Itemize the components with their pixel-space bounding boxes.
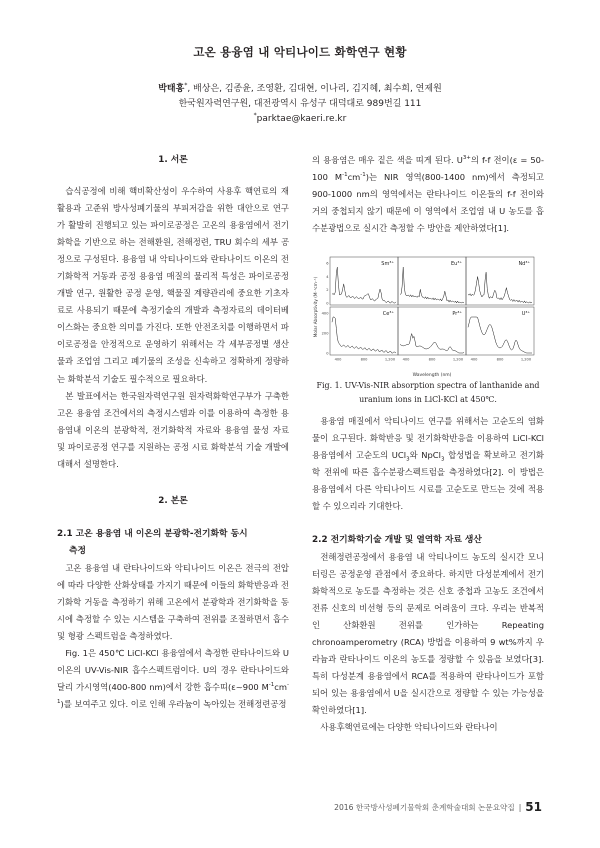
- y-tick-label: 4: [326, 275, 329, 280]
- subsection-2-1-paragraph-1: 고온 용융염 내 란타나이드와 악티나이드 이온은 전극의 전압에 따라 다양한 산화상태를 가지기 때문에 이들의 화학반응과 전기화학 거동을 측정하기 위해 고온에서 분광학과 전기화학을 동시에 측정할 수 있는 시스템을 구축하여 전위를 조절하면서 흡수 및 형광 스펙트럼을 측정하였다.: [57, 562, 289, 642]
- page-footer: [334, 800, 542, 814]
- absorption-spectra-figure: [312, 255, 544, 379]
- y-tick-label: 400: [321, 311, 329, 316]
- lead-author: 박태홍: [158, 84, 185, 94]
- caption-line-1: Fig. 1. UV-Vis-NIR absorption spectra of lanthanide and: [316, 381, 540, 391]
- text-run: )는 NIR 영역(800-1400 nm)에서 측정되고 900-1000 nm의 영역에서는 란타나이드 이온들의 f-f 전이와 거의 중첩되지 않기 때문에 이 영역에서 조업염 내 U 농도를 흡수분광법으로 실시간 측정할 수 방안을 제안하였다[1].: [312, 172, 544, 234]
- footer-separator: |: [518, 802, 522, 812]
- section-heading-body: 2. 본론: [158, 495, 188, 506]
- y-tick-label: 6: [326, 261, 329, 266]
- left-column: [57, 152, 289, 713]
- text-run: 합성법을 확보하고 전기화학 전위에 따른 흡수분광스펙트럼을 측정하였다[2]. 이 방법은 용융염에서 다른 악티나이드 시료를 고순도로 만드는 것에 적용할 수 있으리라 기대한다.: [312, 450, 544, 512]
- subsection-2-1-paragraph-2: [57, 645, 289, 713]
- subsection-2-2-paragraph-1: 전해정련공정에서 용융염 내 악티나이드 농도의 실시간 모니터링은 공정운영 관점에서 중요하다. 하지만 다성분계에서 전기화학적으로 농도를 측정하는 것은 신호 중첩과 고농도 조건에서 전류 신호의 비선형 등의 문제로 어려움이 크다. 우리는 반복적인 산화환원 전위를 인가하는 Repeating chronoamperometry (RCA) 방법을 이용하여 9 wt%까지 우라늄과 란타나이드 이온의 농도를 정량할 수 있음을 보였다[3]. 특히 다성분계 용융염에서 RCA를 적용하여 란타나이드가 포함되어 있는 용융염에서 U을 실시간으로 정량할 수 있는 가능성을 확인하였다[1].: [312, 551, 544, 715]
- figure-1-caption: [312, 379, 544, 406]
- y-tick-label: 200: [321, 331, 329, 336]
- superscript: -1: [360, 172, 366, 179]
- email: parktae@kaeri.re.kr: [256, 114, 347, 124]
- spectrum-trace: [400, 267, 464, 303]
- x-tick-label: 1,200: [520, 357, 532, 362]
- text-run: Fig. 1은 450℃ LiCl-KCl 용융염에서 측정한 란타나이드와 U이온의 UV-Vis-NIR 흡수스펙트럼이다. U의 경우 란타나이드와 달리 가시영역(400-800 nm)에서 강한 흡수띠(ε~900 M: [57, 648, 289, 693]
- x-axis-label: Wavelength (nm): [412, 373, 452, 379]
- spectrum-trace: [400, 334, 464, 354]
- x-tick-label: 800: [496, 357, 504, 362]
- text-run: 의 용융염은 매우 짙은 색을 띠게 된다. U: [312, 155, 463, 165]
- subscript: 3: [440, 456, 445, 463]
- paper-title: 고온 용융염 내 악티나이드 화학연구 현황: [193, 45, 407, 59]
- figure-1: [312, 255, 544, 379]
- y-tick-label: 0: [326, 351, 329, 356]
- spectrum-trace: [332, 267, 396, 303]
- panel-label: Eu³⁺: [451, 261, 462, 268]
- author-block: [0, 82, 600, 127]
- email-line: [0, 112, 600, 127]
- subscript: 3: [406, 456, 410, 463]
- page-number: 51: [525, 800, 542, 814]
- email-mark: *: [253, 112, 257, 119]
- superscript: -1: [57, 682, 289, 706]
- x-tick-label: 400: [470, 357, 478, 362]
- caption-line-2: uranium ions in LiCl-KCl at 450℃.: [359, 394, 497, 404]
- spectrum-trace: [468, 272, 532, 303]
- text-run: 와 NpCl: [409, 450, 441, 461]
- y-tick-label: 0: [326, 301, 329, 306]
- spectrum-trace: [332, 317, 396, 353]
- text-run: 용융염 매질에서 악티나이드 연구를 위해서는 고순도의 염화물이 요구된다. 화학반응 및 전기화학반응을 이용하여 LiCl-KCl 용융염에서 고순도의 UCl: [312, 416, 544, 461]
- panel-label: Ce³⁺: [382, 311, 394, 318]
- superscript: -1: [268, 682, 275, 689]
- continued-paragraph: [312, 152, 544, 237]
- x-tick-label: 1,200: [384, 357, 396, 362]
- text-run: cm: [274, 682, 287, 693]
- affiliation: 한국원자력연구원, 대전광역시 유성구 대덕대로 989번길 111: [178, 99, 422, 109]
- y-tick-label: 2: [326, 288, 329, 293]
- superscript: 3+: [462, 155, 471, 162]
- subsection-heading-2-2: 2.2 전기화학기술 개발 및 열역학 자료 생산: [312, 534, 482, 545]
- y-axis-label: Molar Absorptivity (M⁻¹cm⁻¹): [313, 276, 318, 338]
- x-tick-label: 800: [428, 357, 436, 362]
- superscript: -1: [342, 172, 348, 179]
- panel-label: Sm³⁺: [381, 261, 394, 268]
- x-tick-label: 400: [402, 357, 410, 362]
- intro-paragraph-2: 본 발표에서는 한국원자력연구원 원자력화학연구부가 구축한 고온 용융염 조건에서의 측정시스템과 이를 이용하여 측정한 용융염내 이온의 분광학적, 전기화학적 자료와 용융염 물성 자료 및 파이로공정 연구를 지원하는 공정 시료 화학분석 기술 개발에 대해서 설명한다.: [57, 390, 289, 469]
- panel-label: Pr³⁺: [452, 311, 462, 318]
- author-list: [0, 82, 600, 97]
- text-run: )를 보여주고 있다. 이로 인해 우라늄이 녹아있는 전해정련공정: [60, 699, 287, 710]
- spectrum-trace: [468, 317, 532, 353]
- x-tick-label: 800: [360, 357, 368, 362]
- section-heading-intro: 1. 서론: [158, 155, 188, 165]
- footer-proceedings: 2016 한국방사성폐기물학회 춘계학술대회 논문요약집: [334, 802, 515, 812]
- panel-label: U³⁺: [521, 311, 530, 318]
- subsection-2-2-paragraph-2: 사용후핵연료에는 다양한 악티나이드와 란타나이: [320, 722, 498, 733]
- x-tick-label: 1,200: [452, 357, 464, 362]
- text-run: cm: [347, 172, 361, 183]
- corresponding-mark: *: [184, 82, 188, 89]
- subsection-heading-2-1-line2: 측정: [69, 545, 86, 556]
- intro-paragraph-1: 습식공정에 비해 핵비확산성이 우수하여 사용후 핵연료의 재활용과 고준위 방사성폐기물의 부피저감을 위한 대안으로 연구가 활발히 진행되고 있는 파이로공정은 고온의 용융염에서 전기화학을 기반으로 하는 전해환원, 전해정련, TRU 회수의 세부 공정으로 구성된다. 용융염 내 악티나이드와 란타나이드 이온의 전기화학적 거동과 공정 용융염 매질의 물리적 특성은 파이로공정 개발 연구, 원활한 공정 운영, 핵물질 계량관리에 중요한 기초자료로 사용되기 때문에 측정기술의 개발과 측정자료의 데이터베이스화는 중요한 의미를 가진다. 또한 안전조치를 이행하면서 파이로공정을 안정적으로 운영하기 위해서는 각 세부공정별 생산물과 조업염 그리고 폐기물의 조성을 신속하고 정확하게 정량하는 화학분석 기술도 필수적으로 필요하다.: [57, 186, 289, 384]
- subsection-heading-2-1-line1: 2.1 고온 용융염 내 이온의 분광학-전기화학 동시: [57, 528, 248, 539]
- co-authors: , 배상은, 김종윤, 조영환, 김대현, 이나리, 김지혜, 최수희, 연제원: [187, 84, 442, 94]
- right-column: [312, 152, 544, 736]
- x-tick-label: 400: [334, 357, 342, 362]
- subsection-heading-2-1: [57, 526, 289, 543]
- panel-label: Nd³⁺: [518, 261, 530, 268]
- synthesis-paragraph: [312, 413, 544, 515]
- text-run: 의 f-f 전이(ε = 50-100 M: [312, 155, 544, 183]
